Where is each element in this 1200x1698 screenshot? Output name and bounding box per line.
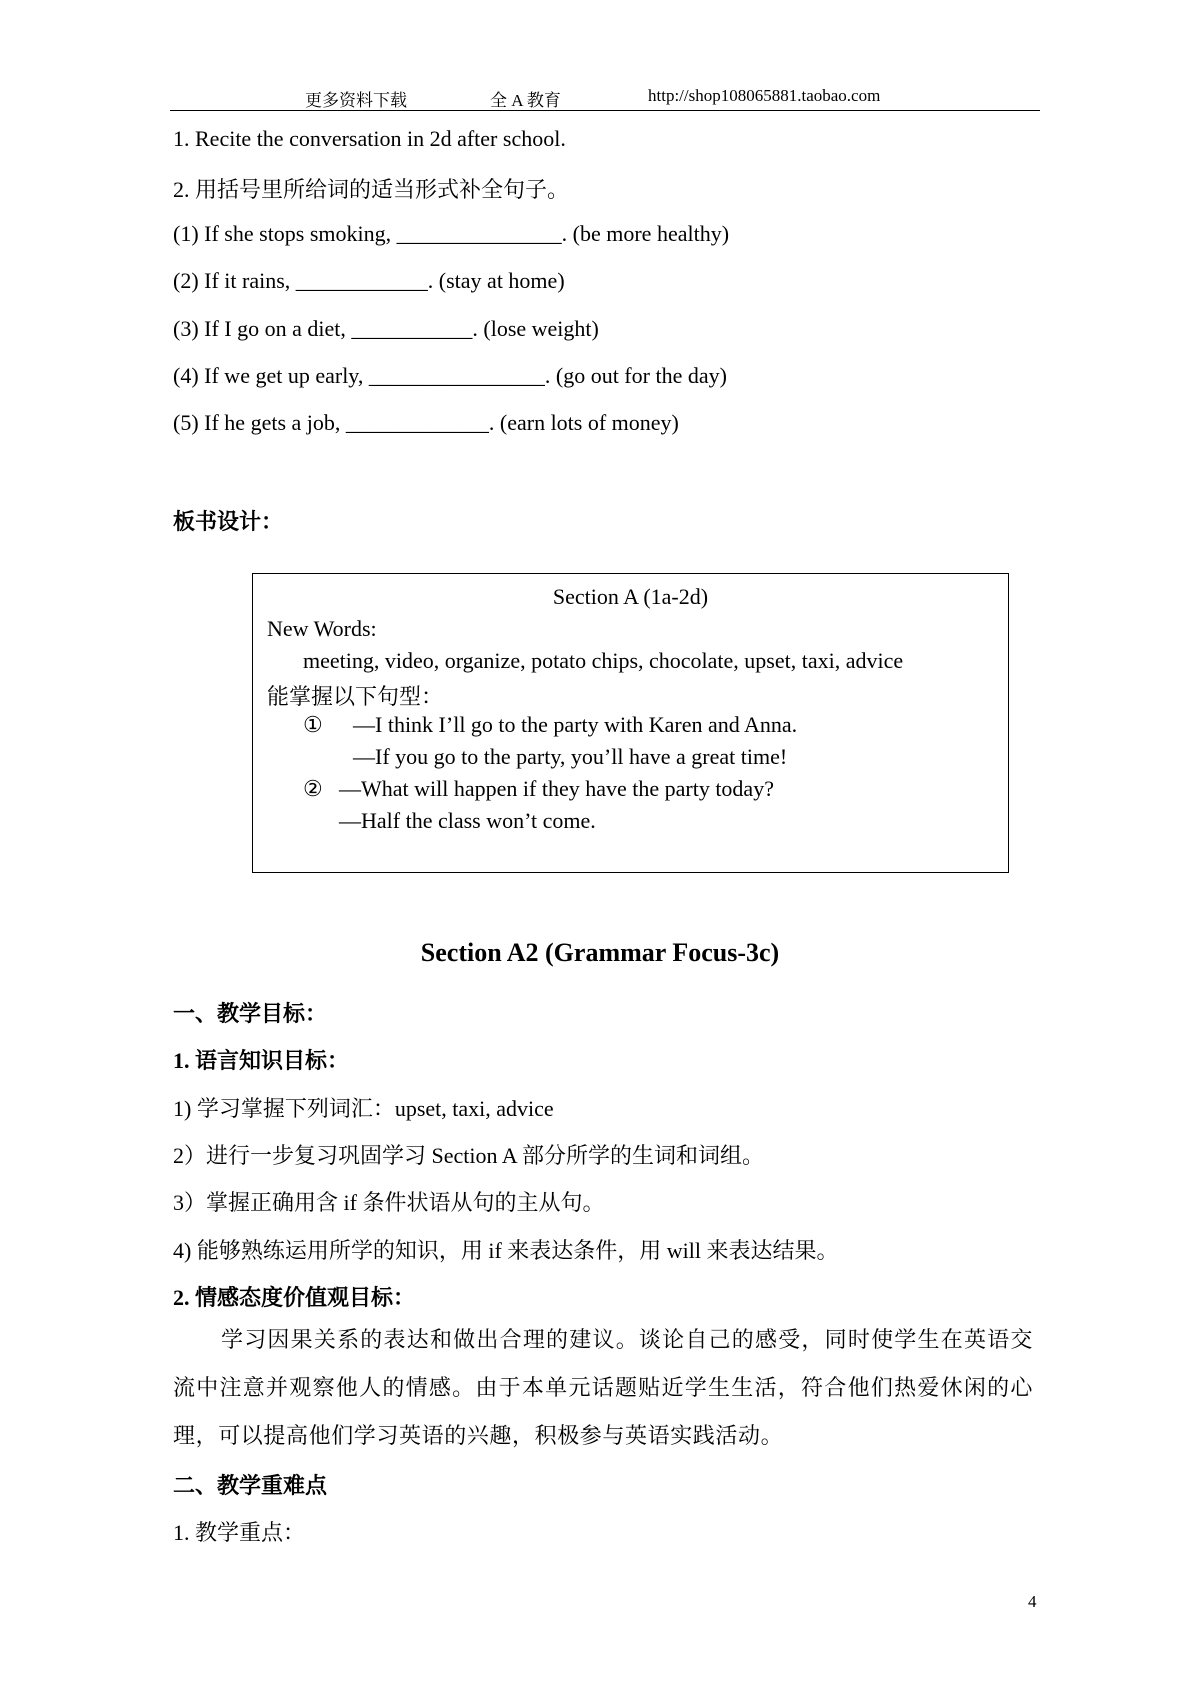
knowledge-item: 4) 能够熟练运用所学的知识，用 if 来表达条件，用 will 来表达结果。	[173, 1238, 839, 1263]
new-words-list: meeting, video, organize, potato chips, chocolate, upset, taxi, advice	[303, 648, 904, 673]
board-title: Section A (1a-2d)	[552, 584, 709, 609]
homework-item-1: 1. Recite the conversation in 2d after school.	[173, 126, 566, 151]
page-number: 4	[1028, 1592, 1037, 1611]
pattern-1-number: ①	[303, 712, 323, 737]
exercise-sentence: (1) If she stops smoking, _______________. (be more healthy)	[173, 221, 730, 246]
pattern-1-line-a: —I think I’ll go to the party with Karen and Anna.	[353, 712, 798, 737]
header-brand-text: 全 A 教育	[490, 91, 561, 110]
key-points-heading: 1. 教学重点：	[173, 1520, 306, 1545]
pattern-2-line-b: —Half the class won’t come.	[339, 808, 596, 833]
attitude-paragraph: 学习因果关系的表达和做出合理的建议。谈论自己的感受，同时使学生在英语交流中注意并观察他人的情感。由于本单元话题贴近学生生活，符合他们热爱休闲的心理，可以提高他们学习英语的兴趣，积极参与英语实践活动。	[173, 1327, 1033, 1448]
header-url-link[interactable]: http://shop108065881.taobao.com	[648, 86, 881, 105]
exercise-sentence: (2) If it rains, ____________. (stay at home)	[173, 268, 565, 293]
header-download-text: 更多资料下载	[305, 91, 407, 110]
attitude-heading: 2. 情感态度价值观目标：	[173, 1285, 416, 1310]
new-words-label: New Words:	[267, 616, 377, 641]
exercise-sentence: (5) If he gets a job, _____________. (earn lots of money)	[173, 410, 679, 435]
difficulties-heading: 二、教学重难点	[173, 1473, 328, 1498]
knowledge-heading: 1. 语言知识目标：	[173, 1048, 350, 1073]
knowledge-item: 2）进行一步复习巩固学习 Section A 部分所学的生词和词组。	[173, 1143, 764, 1168]
section-title: Section A2 (Grammar Focus-3c)	[420, 938, 780, 967]
exercise-sentence: (4) If we get up early, ________________. (go out for the day)	[173, 363, 727, 388]
board-design-label: 板书设计：	[173, 509, 284, 534]
pattern-1-line-b: —If you go to the party, you’ll have a great time!	[353, 744, 788, 769]
knowledge-item: 1) 学习掌握下列词汇：upset, taxi, advice	[173, 1096, 554, 1121]
patterns-label: 能掌握以下句型：	[267, 684, 444, 709]
pattern-2-number: ②	[303, 776, 323, 801]
page-header	[170, 84, 1040, 111]
knowledge-item: 3）掌握正确用含 if 条件状语从句的主从句。	[173, 1190, 605, 1215]
board-design-box	[252, 573, 1009, 873]
pattern-2-line-a: —What will happen if they have the party today?	[339, 776, 774, 801]
exercise-sentence: (3) If I go on a diet, ___________. (lose weight)	[173, 316, 599, 341]
goals-heading: 一、教学目标：	[173, 1001, 328, 1026]
homework-item-2: 2. 用括号里所给词的适当形式补全句子。	[173, 177, 570, 202]
